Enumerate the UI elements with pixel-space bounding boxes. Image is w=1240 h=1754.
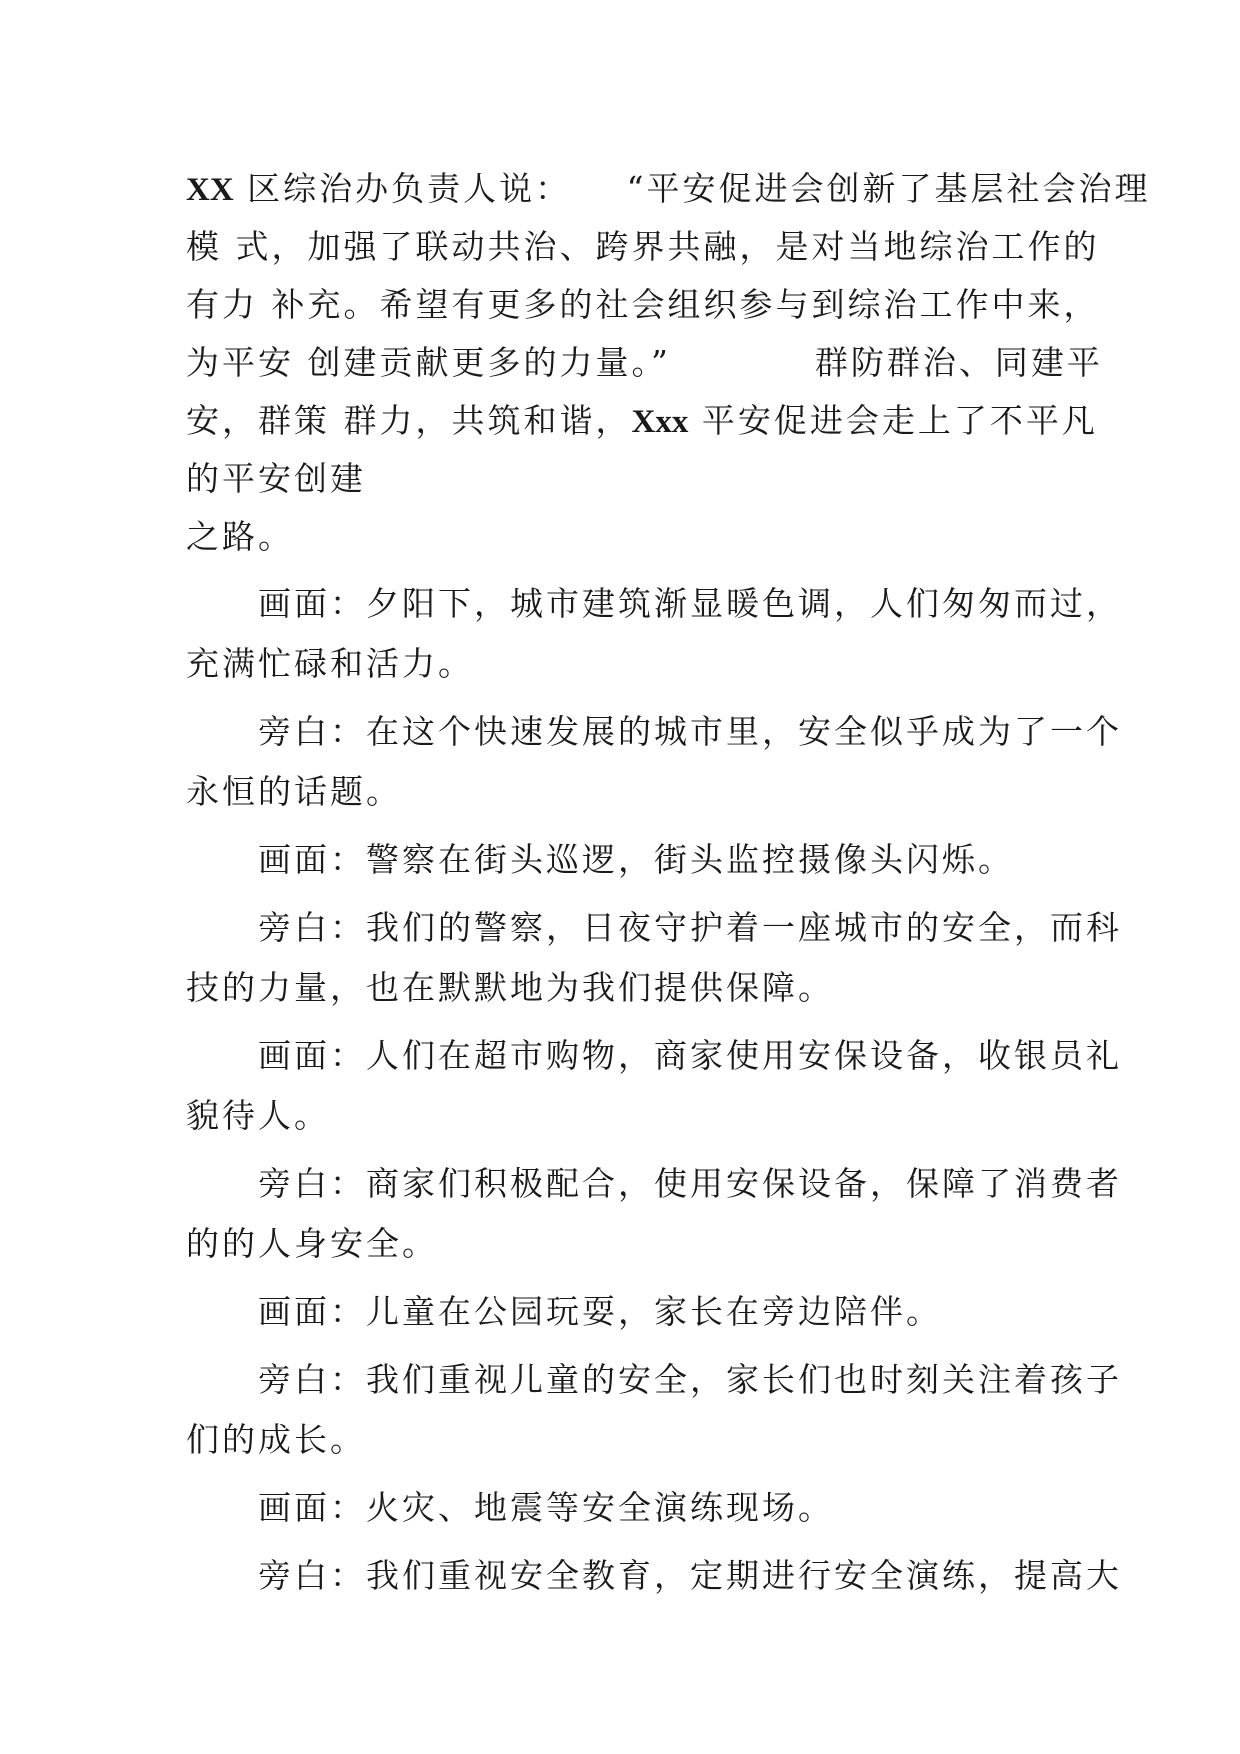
paragraph-1-first-line: 画面：夕阳下，城市建筑渐显暖色调，人们匆匆而过， bbox=[258, 584, 1122, 623]
opening-paragraph bbox=[186, 160, 1151, 566]
paragraph-8 bbox=[186, 1350, 1122, 1470]
paragraph-8-first-line: 旁白：我们重视儿童的安全，家长们也时刻关注着孩子 bbox=[258, 1360, 1122, 1399]
opening-line-5-a: 安，群策 群力，共筑和谐， bbox=[186, 401, 632, 440]
paragraph-7-first-line: 画面：儿童在公园玩耍，家长在旁边陪伴。 bbox=[258, 1292, 942, 1331]
paragraph-9 bbox=[186, 1478, 1048, 1538]
paragraph-3-first-line: 画面：警察在街头巡逻，街头监控摄像头闪烁。 bbox=[258, 840, 1014, 879]
opening-line-3: 有力 补充。希望有更多的社会组织参与到综治工作中来， bbox=[186, 285, 1100, 324]
opening-line-5-b: 平安促进会走上了不平凡 bbox=[688, 401, 1098, 440]
paragraph-6-rest: 的的人身安全。 bbox=[186, 1224, 438, 1263]
paragraph-7 bbox=[186, 1282, 1048, 1342]
opening-bold-xxx: Xxx bbox=[631, 404, 689, 440]
document-page bbox=[186, 160, 1151, 1606]
opening-line-1-text: 区综治办负责人说： “平安促进会创新了基层社会治理 bbox=[233, 169, 1151, 208]
paragraph-5-rest: 貌待人。 bbox=[186, 1096, 330, 1135]
paragraph-4 bbox=[186, 898, 1122, 1018]
paragraph-3 bbox=[186, 830, 1048, 890]
opening-line-4: 为平安 创建贡献更多的力量。” 群防群治、同建平 bbox=[186, 343, 1103, 382]
paragraph-6-first-line: 旁白：商家们积极配合，使用安保设备，保障了消费者 bbox=[258, 1164, 1122, 1203]
opening-line-6: 的平安创建 bbox=[186, 459, 366, 498]
paragraph-4-first-line: 旁白：我们的警察，日夜守护着一座城市的安全，而科 bbox=[258, 908, 1122, 947]
paragraph-10-first-line: 旁白：我们重视安全教育，定期进行安全演练，提高大 bbox=[258, 1556, 1122, 1595]
paragraph-2-rest: 永恒的话题。 bbox=[186, 772, 402, 811]
paragraph-9-first-line: 画面：火灾、地震等安全演练现场。 bbox=[258, 1488, 834, 1527]
paragraph-8-rest: 们的成长。 bbox=[186, 1420, 366, 1459]
paragraph-2 bbox=[186, 702, 1122, 822]
opening-line-1 bbox=[186, 160, 1151, 218]
opening-line-2: 模 式，加强了联动共治、跨界共融，是对当地综治工作的 bbox=[186, 227, 1100, 266]
paragraph-6 bbox=[186, 1154, 1122, 1274]
paragraph-2-first-line: 旁白：在这个快速发展的城市里，安全似乎成为了一个 bbox=[258, 712, 1122, 751]
paragraph-10 bbox=[186, 1546, 1122, 1606]
paragraph-5-first-line: 画面：人们在超市购物，商家使用安保设备，收银员礼 bbox=[258, 1036, 1122, 1075]
paragraph-5 bbox=[186, 1026, 1122, 1146]
paragraph-1 bbox=[186, 574, 1122, 694]
paragraph-1-rest: 充满忙碌和活力。 bbox=[186, 644, 474, 683]
opening-line-5 bbox=[186, 392, 1098, 450]
paragraph-4-rest: 技的力量，也在默默地为我们提供保障。 bbox=[186, 968, 834, 1007]
opening-line-7: 之路。 bbox=[186, 517, 294, 556]
opening-bold-xx: XX bbox=[186, 172, 234, 208]
